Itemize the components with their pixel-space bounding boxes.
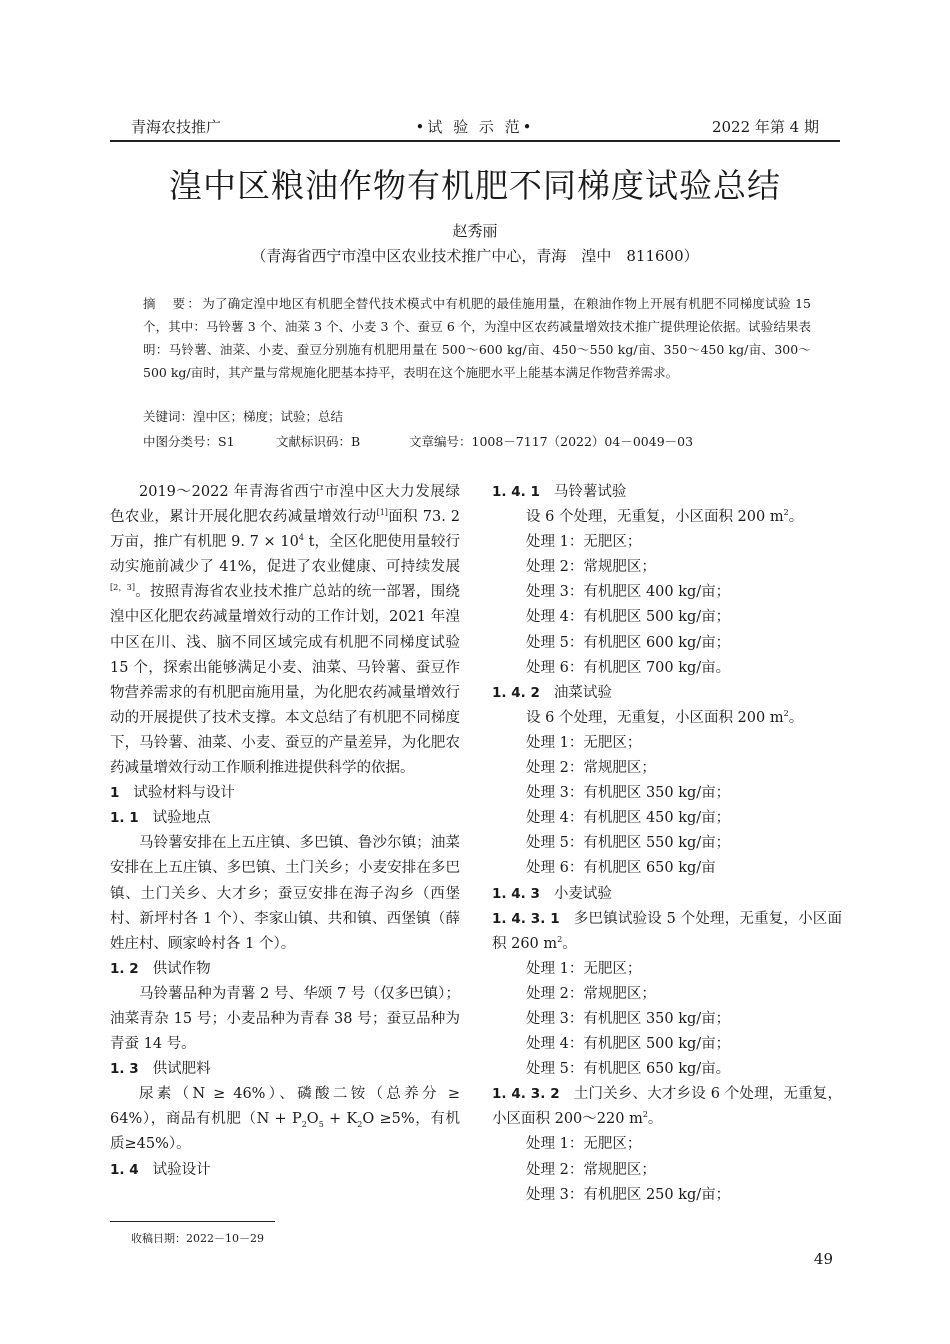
heading-1-4: 1. 4 试验设计 [110,1161,211,1178]
paragraph-1-4-3-2: 1. 4. 3. 2 土门关乡、大才乡设 6 个处理，无重复，小区面积 200～220 $m^2$。 [492,1086,842,1128]
treatment-item: 处理 1：无肥区； [526,960,642,977]
keywords: 关键词：湟中区；梯度；试验；总结 [143,409,344,424]
intro-paragraph: 2019～2022 年青海省西宁市湟中区大力发展绿色农业，累计开展化肥农药减量增效行动[1]面积 73. 2 万亩，推广有机肥 9. $7 \times 10^4$ t，全区化肥使用量较行动实施前减少了 41%，促进了农业健康、可持续发展[2，3]。按照青海省农业技术推广总站的统一部署，围绕湟中区化肥农药减量增效行动的工作计划，2021 年湟中区在川、浅、脑不同区域完成有机肥不同梯度试验 15 个，探索出能够满足小麦、油菜、马铃薯、蚕豆作物营养需求的有机肥亩施用量，为化肥农药减量增效行动的开展提供了技术支撑。本文总结了有机肥不同梯度下，马铃薯、油菜、小麦、蚕豆的产量差异，为化肥农药减量增效行动工作顺利推进提供科学的依据。 [110,484,461,777]
treatment-item: 处理 4：有机肥区 500 kg/亩； [526,609,731,626]
treatment-item: 处理 1：无肥区； [526,734,642,751]
abstract-label: 摘 要： [143,296,203,311]
article-title: 湟中区粮油作物有机肥不同梯度试验总结 [169,166,781,205]
page-number: 49 [813,1250,833,1268]
right-column [492,480,842,1208]
treatment-item: 处理 2：常规肥区； [526,1161,656,1178]
citation-1[interactable]: [1] [376,508,388,518]
treatment-item: 处理 4：有机肥区 500 kg/亩； [526,1036,731,1053]
treatment-item: 处理 2：常规肥区； [526,985,656,1002]
heading-1-2: 1. 2 供试作物 [110,960,211,977]
heading-1-3: 1. 3 供试肥料 [110,1061,211,1078]
paragraph-1-3: 尿素（N ≥ 46%）、磷酸二铵（总养分 ≥ 64%），商品有机肥（$N + P_2O_5 + K_2O \ge 5\%$，有机质≥45%）。 [110,1086,461,1153]
received-date: 收稿日期：2022－10－29 [131,1232,264,1245]
issue-label: 2022 年第 4 期 [711,118,819,136]
heading-1-4-3: 1. 4. 3 小麦试验 [492,885,612,902]
treatment-item: 处理 2：常规肥区； [526,760,656,777]
heading-1: 1 试验材料与设计 [110,785,235,802]
setup-1-4-1: 设 6 个处理，无重复，小区面积 200 $m^2$。 [526,508,804,526]
header-rule [110,140,840,142]
author: 赵秀丽 [452,222,498,240]
section-label: •试 验 示 范• [415,118,535,136]
treatment-item: 处理 5：有机肥区 600 kg/亩； [526,634,731,651]
setup-1-4-2: 设 6 个处理，无重复，小区面积 200 $m^2$。 [526,709,804,726]
treatment-item: 处理 4：有机肥区 450 kg/亩； [526,810,731,827]
journal-name: 青海农技推广 [131,118,222,136]
heading-1-4-1: 1. 4. 1 马铃薯试验 [492,484,627,500]
document-code: 文献标识码：B [276,434,361,449]
heading-1-4-2: 1. 4. 2 油菜试验 [492,684,612,701]
heading-1-1: 1. 1 试验地点 [110,810,211,827]
treatment-item: 处理 6：有机肥区 700 kg/亩。 [526,659,731,676]
abstract-text: 为了确定湟中地区有机肥全替代技术模式中有机肥的最佳施用量，在粮油作物上开展有机肥不同梯度试验 15 个，其中：马铃薯 3 个、油菜 3 个、小麦 3 个、蚕豆 6 个，为湟中区农药减量增效技术推广提供理论依据。试验结果表明：马铃薯、油菜、小麦、蚕豆分别施有机肥用量在 500～600 kg/亩、450～550 kg/亩、350～450 kg/亩、300～500 kg/亩时，其产量与常规施化肥基本持平，表明在这个施肥水平上能基本满足作物营养需求。 [143,296,811,380]
treatment-item: 处理 3：有机肥区 250 kg/亩； [526,1186,731,1203]
treatment-item: 处理 3：有机肥区 350 kg/亩； [526,785,731,802]
treatment-item: 处理 3：有机肥区 400 kg/亩； [526,584,731,601]
treatment-item: 处理 3：有机肥区 350 kg/亩； [526,1010,731,1027]
treatment-item: 处理 6：有机肥区 650 kg/亩 [526,860,716,877]
paragraph-1-1: 马铃薯安排在上五庄镇、多巴镇、鲁沙尔镇；油菜安排在上五庄镇、多巴镇、土门关乡；小麦安排在多巴镇、土门关乡、大才乡；蚕豆安排在海子沟乡（西堡村、新坪村各 1 个）、李家山镇、共和镇、西堡镇（薛姓庄村、顾家岭村各 1 个）。 [110,835,460,952]
left-column [110,480,460,1183]
treatment-item: 处理 1：无肥区； [526,534,642,551]
abstract [143,292,811,384]
treatment-item: 处理 1：无肥区； [526,1136,642,1153]
article-number: 文章编号：1008－7117（2022）04－0049－03 [409,434,694,449]
citation-2-3[interactable]: [2，3] [110,583,135,593]
classification-row [143,432,811,450]
affiliation: （青海省西宁市湟中区农业技术推广中心，青海 湟中 811600） [251,247,699,265]
footnote-rule [110,1221,275,1222]
treatment-item: 处理 5：有机肥区 650 kg/亩。 [526,1061,731,1078]
classification-number: 中图分类号：S1 [143,434,235,449]
treatment-item: 处理 5：有机肥区 550 kg/亩； [526,835,731,852]
treatment-item: 处理 2：常规肥区； [526,559,656,576]
paragraph-1-4-3-1: 1. 4. 3. 1 多巴镇试验设 5 个处理，无重复，小区面积 260 $m^2$。 [492,910,842,952]
paragraph-1-2: 马铃薯品种为青薯 2 号、华颂 7 号（仅多巴镇）；油菜青杂 15 号；小麦品种为青春 38 号；蚕豆品种为青蚕 14 号。 [110,985,460,1053]
